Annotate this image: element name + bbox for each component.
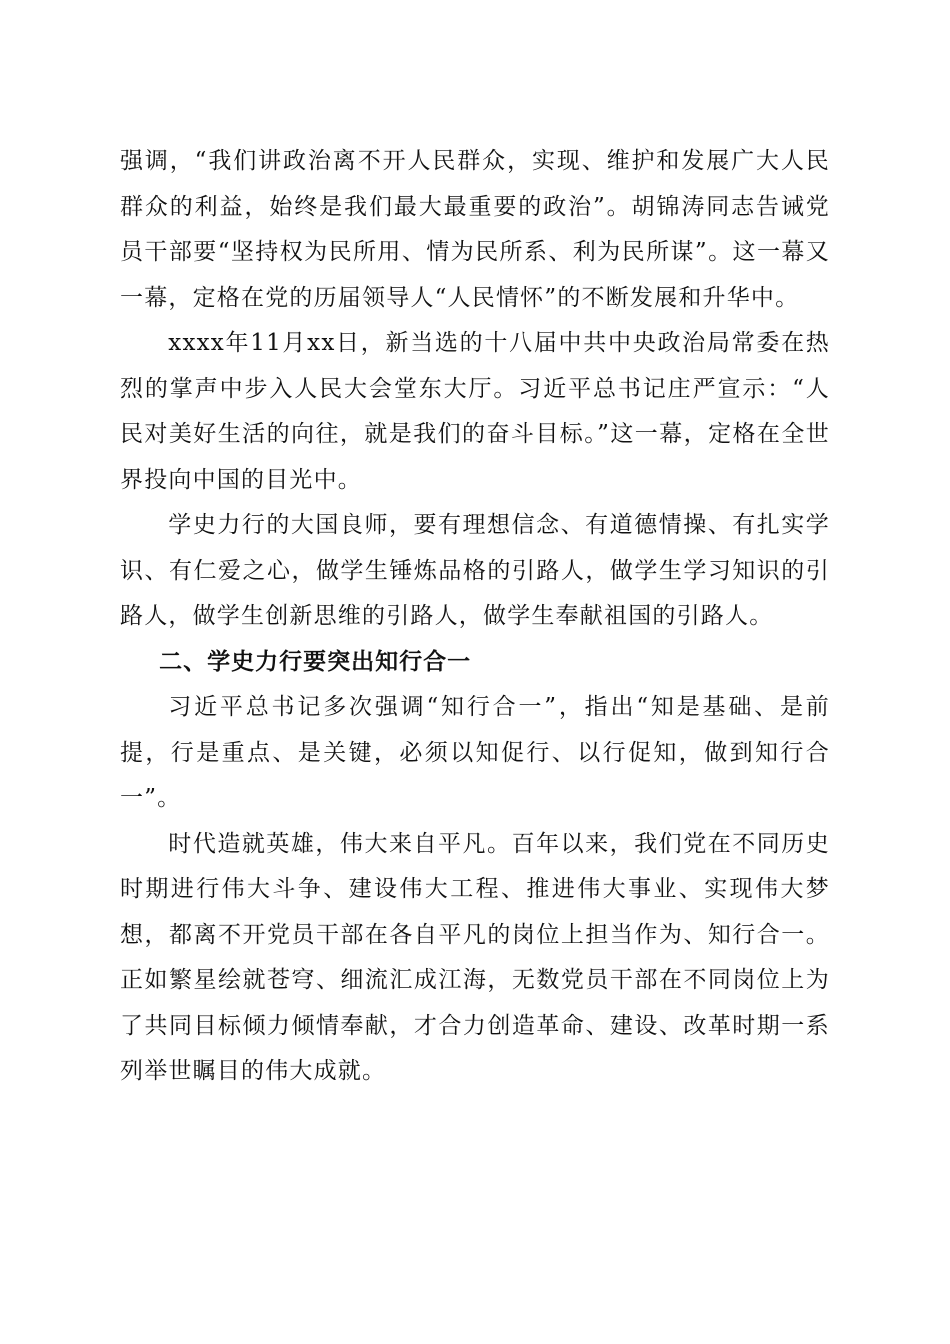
section-heading: 二、学史力行要突出知行合一: [159, 648, 472, 675]
paragraph-teacher: 学史力行的大国良师，要有理想信念、有道德情操、有扎实学识、有仁爱之心，做学生锤炼品格的引路人，做学生学习知识的引路人，做学生创新思维的引路人，做学生奉献祖国的引路人。: [120, 512, 830, 629]
document-body: [120, 139, 830, 1095]
paragraph-continued: 强调，“我们讲政治离不开人民群众，实现、维护和发展广大人民群众的利益，始终是我们最大最重要的政治”。胡锦涛同志告诫党员干部要“坚持权为民所用、情为民所系、利为民所谋”。这一幕又一幕，定格在党的历届领导人“人民情怀”的不断发展和升华中。: [120, 148, 830, 311]
paragraph-heroes: 时代造就英雄，伟大来自平凡。百年以来，我们党在不同历史时期进行伟大斗争、建设伟大工程、推进伟大事业、实现伟大梦想，都离不开党员干部在各自平凡的岗位上担当作为、知行合一。正如繁星绘就苍穹、细流汇成江海，无数党员干部在不同岗位上为了共同目标倾力倾情奉献，才合力创造革命、建设、改革时期一系列举世瞩目的伟大成就。: [120, 830, 830, 1084]
paragraph-unity-knowledge-action: 习近平总书记多次强调“知行合一”，指出“知是基础、是前提，行是重点、是关键，必须以知促行、以行促知，做到知行合一”。: [120, 694, 830, 811]
paragraph-election: xxxx年11月xx日，新当选的十八届中共中央政治局常委在热烈的掌声中步入人民大会堂东大厅。习近平总书记庄严宣示：“人民对美好生活的向往，就是我们的奋斗目标。”这一幕，定格在全世界投向中国的目光中。: [120, 330, 830, 493]
